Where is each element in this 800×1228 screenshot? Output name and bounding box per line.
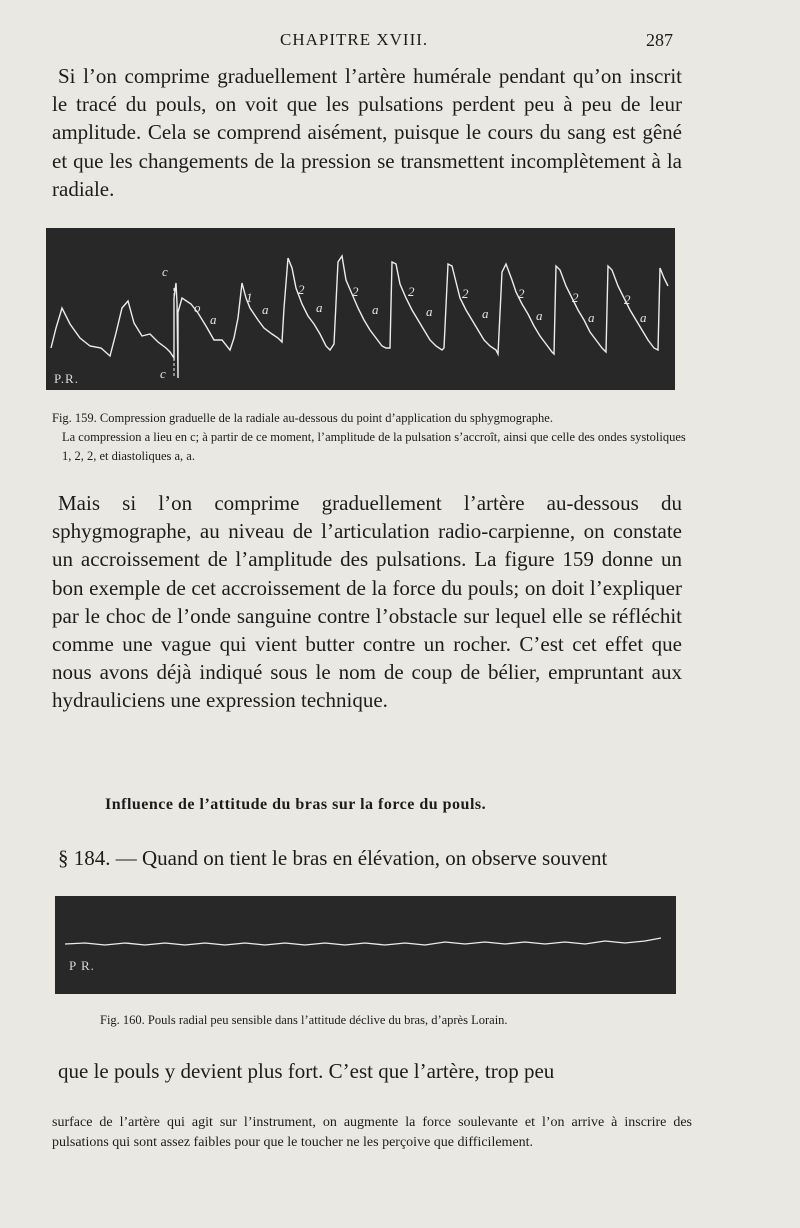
wave-label: o [194,300,201,315]
wave-label: 2 [298,282,305,297]
trace-label-pr: P R. [69,958,95,973]
paragraph-1-text: Si l’on comprime graduellement l’artère humérale pendant qu’on inscrit le tracé du pouls, on voit que les pulsations perdent peu à peu de leur amplitude. Cela se comprend aisément, puisque le cours du sang est gêné et que les changements de la pression se transmettent incomplètement à la radiale. [52,64,682,201]
paragraph-1 [52,62,682,203]
paragraph-3-text: § 184. — Quand on tient le bras en élévation, on observe souvent [58,846,608,870]
paragraph-4-text: que le pouls y devient plus fort. C’est que l’artère, trop peu [58,1059,555,1083]
page-number: 287 [646,30,673,50]
paragraph-2-text: Mais si l’on comprime graduellement l’artère au-dessous du sphygmographe, au niveau de l’articulation radio-carpienne, on constate un accroissement de l’amplitude des pulsations. La figure 159 donne un bon exemple de cet accroissement de la force du pouls; on doit l’expliquer par le choc de l’onde sanguine contre l’obstacle sur lequel elle se réfléchit comme une vague qui vient butter contre un rocher. C’est cet effet que nous avons déjà indiqué sous le nom de coup de bélier, empruntant aux hydrauliciens une expression technique. [52,491,682,713]
paragraph-3 [52,844,682,872]
wave-label: a [316,300,323,315]
wave-label: 2 [352,284,359,299]
chapter-title: CHAPITRE XVIII. [280,30,429,49]
wave-label: 2 [624,292,631,307]
wave-label: a [482,306,489,321]
wave-label: a [426,304,433,319]
figure-159-tracing [46,228,675,390]
wave-label: a [372,302,379,317]
footnote [52,1113,692,1153]
wave-label: 2 [462,286,469,301]
pulse-trace-160 [55,896,676,994]
footnote-text: surface de l’artère qui agit sur l’instrument, on augmente la force soulevante et l’on arrive à inscrire des pulsations qui sont assez faibles pour que le toucher ne les perçoive que difficilement. [52,1115,692,1150]
page-header [0,30,800,54]
caption-159-line2: La compression a lieu en c; à partir de ce moment, l’amplitude de la pulsation s’accroît, ainsi que celle des ondes systoliques 1, 2, 2, et diastoliques a, a. [62,430,686,463]
wave-label: c [162,264,168,279]
caption-159-line1: Fig. 159. Compression graduelle de la radiale au-dessous du point d’application du sphygmographe. [52,411,553,425]
figure-160-caption: Fig. 160. Pouls radial peu sensible dans l’attitude déclive du bras, d’après Lorain. [100,1013,508,1027]
wave-label: 1 [246,290,253,305]
wave-label: a [640,310,647,325]
wave-label: 2 [518,286,525,301]
figure-159-caption [52,409,692,466]
wave-label: a [588,310,595,325]
paragraph-4 [52,1057,682,1085]
trace-label-pr: P.R. [54,371,79,386]
wave-label: a [262,302,269,317]
wave-label: c [160,366,166,381]
wave-label: a [536,308,543,323]
wave-label: a [210,312,217,327]
pulse-trace-159 [46,228,675,390]
paragraph-2 [52,489,682,715]
figure-160-tracing [55,896,676,994]
section-subheading: Influence de l’attitude du bras sur la force du pouls. [105,796,487,813]
wave-label: 2 [408,284,415,299]
wave-label: 2 [572,290,579,305]
